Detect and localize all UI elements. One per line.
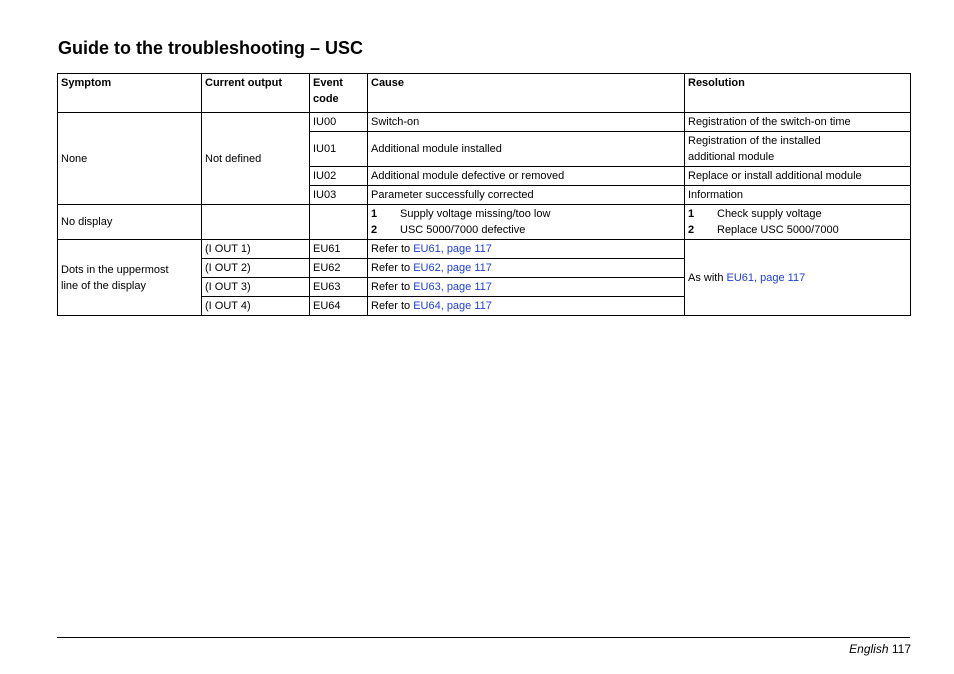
cross-reference-link[interactable]: EU62, page 117: [413, 262, 492, 274]
resolution-cell: Information: [685, 186, 911, 205]
cause-cell: Switch-on: [368, 113, 685, 132]
resolution-cell: Replace or install additional module: [685, 167, 911, 186]
resolution-cell: [685, 132, 911, 167]
header-current-output: Current output: [202, 74, 310, 113]
resolution-prefix: As with: [688, 271, 727, 284]
current-output-cell: Not defined: [202, 113, 310, 205]
event-code-cell: [310, 205, 368, 240]
symptom-cell: [58, 240, 202, 316]
event-code-cell: IU01: [310, 132, 368, 167]
cross-reference-link[interactable]: EU61, page 117: [726, 271, 806, 284]
symptom-cell: None: [58, 113, 202, 205]
header-cause: Cause: [368, 74, 685, 113]
current-output-cell: (I OUT 3): [202, 278, 310, 297]
resolution-cell: Registration of the switch-on time: [685, 113, 911, 132]
item-number: 2: [688, 224, 695, 236]
resolution-list-item: [688, 222, 908, 238]
current-output-cell: (I OUT 2): [202, 259, 310, 278]
footer-language: English: [849, 642, 889, 656]
cause-list-item: [371, 222, 682, 238]
cause-cell: [368, 240, 685, 259]
cause-cell: [368, 297, 685, 316]
cause-cell: Additional module defective or removed: [368, 167, 685, 186]
cause-cell: Parameter successfully corrected: [368, 186, 685, 205]
cross-reference-link[interactable]: EU61, page 117: [413, 243, 492, 255]
page-number: 117: [891, 642, 911, 656]
resolution-line: Registration of the installed: [688, 135, 821, 147]
header-resolution: Resolution: [685, 74, 911, 113]
table-row: [58, 205, 911, 240]
item-number: 2: [371, 224, 378, 236]
cause-list-item: [371, 206, 682, 222]
current-output-cell: [202, 205, 310, 240]
cause-cell: [368, 259, 685, 278]
table-header-row: [58, 74, 911, 113]
troubleshooting-table: [57, 73, 911, 316]
resolution-list-item: [688, 206, 908, 222]
item-number: 1: [371, 208, 378, 220]
item-text: Check supply voltage: [717, 208, 822, 220]
current-output-cell: (I OUT 4): [202, 297, 310, 316]
item-text: Replace USC 5000/7000: [717, 224, 839, 236]
item-text: USC 5000/7000 defective: [400, 224, 526, 236]
resolution-cell: [685, 205, 911, 240]
event-code-cell: EU64: [310, 297, 368, 316]
item-text: Supply voltage missing/too low: [400, 208, 551, 220]
event-code-cell: IU00: [310, 113, 368, 132]
symptom-cell: No display: [58, 205, 202, 240]
cause-cell: [368, 205, 685, 240]
resolution-line: additional module: [688, 151, 775, 163]
header-event-code: [310, 74, 368, 113]
header-event-code-line2: code: [313, 93, 339, 105]
cross-reference-link[interactable]: EU64, page 117: [413, 300, 492, 312]
current-output-cell: (I OUT 1): [202, 240, 310, 259]
resolution-cell: [685, 240, 911, 316]
cause-prefix: Refer to: [371, 300, 414, 312]
page-title: Guide to the troubleshooting – USC: [58, 38, 363, 58]
symptom-line: line of the display: [61, 279, 146, 292]
cause-cell: Additional module installed: [368, 132, 685, 167]
cause-prefix: Refer to: [371, 281, 414, 293]
table-row: [58, 113, 911, 132]
event-code-cell: IU02: [310, 167, 368, 186]
page-footer: [849, 642, 911, 656]
cause-cell: [368, 278, 685, 297]
cross-reference-link[interactable]: EU63, page 117: [413, 281, 492, 293]
header-event-code-line1: Event: [313, 77, 343, 89]
event-code-cell: EU63: [310, 278, 368, 297]
header-symptom: Symptom: [58, 74, 202, 113]
cause-prefix: Refer to: [371, 243, 414, 255]
event-code-cell: EU62: [310, 259, 368, 278]
event-code-cell: IU03: [310, 186, 368, 205]
event-code-cell: EU61: [310, 240, 368, 259]
item-number: 1: [688, 208, 695, 220]
cause-prefix: Refer to: [371, 262, 414, 274]
symptom-line: Dots in the uppermost: [61, 263, 169, 276]
footer-divider: [57, 637, 910, 638]
table-row: [58, 240, 911, 259]
